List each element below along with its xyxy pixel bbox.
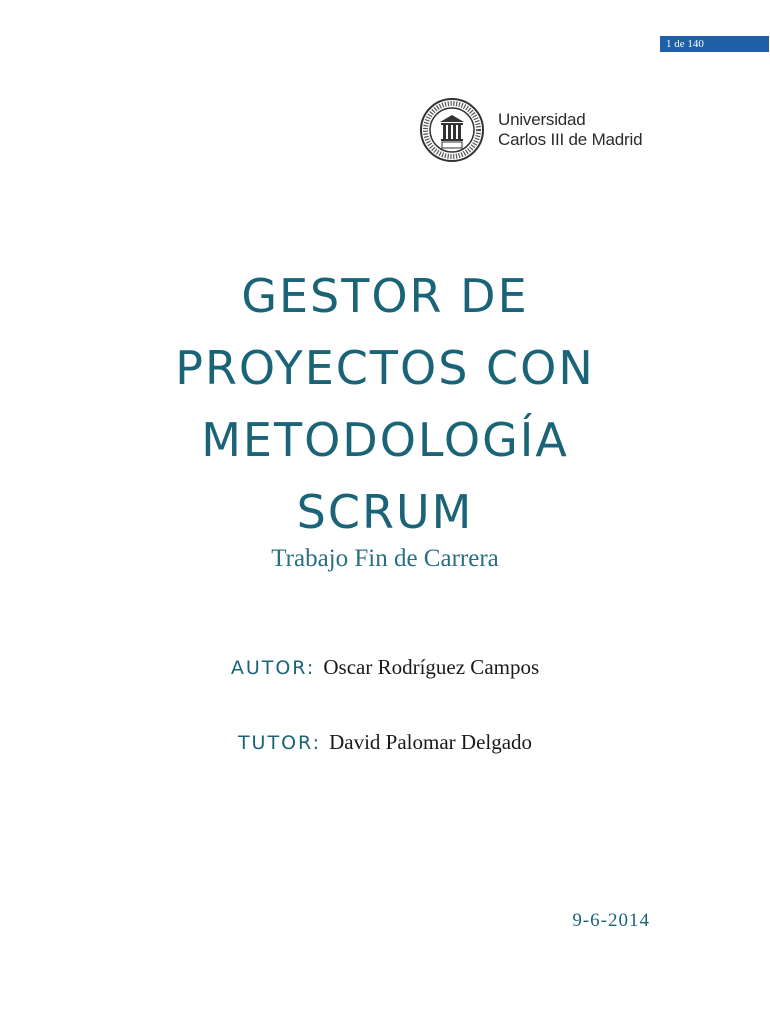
document-date: 9-6-2014	[572, 910, 650, 931]
university-name-line1: Universidad	[498, 110, 586, 129]
university-seal-icon	[420, 98, 484, 162]
tutor-label: TUTOR:	[237, 732, 330, 754]
tutor-name: David Palomar Delgado	[329, 730, 533, 754]
author-line	[0, 655, 770, 680]
title-line-1: GESTOR DE	[241, 269, 529, 323]
tutor-line	[0, 730, 770, 755]
author-label: AUTOR:	[230, 657, 324, 679]
author-name: Oscar Rodríguez Campos	[323, 655, 540, 679]
document-subtitle: Trabajo Fin de Carrera	[271, 545, 499, 572]
title-line-2: PROYECTOS CON	[175, 341, 595, 395]
university-logo	[420, 98, 642, 162]
university-name-line2: Carlos III de Madrid	[498, 130, 643, 149]
title-line-3: METODOLOGÍA	[201, 413, 569, 467]
page-number-badge: 1 de 140	[660, 36, 769, 52]
document-title	[0, 260, 770, 548]
university-name	[498, 110, 642, 150]
title-line-4: SCRUM	[296, 485, 474, 539]
